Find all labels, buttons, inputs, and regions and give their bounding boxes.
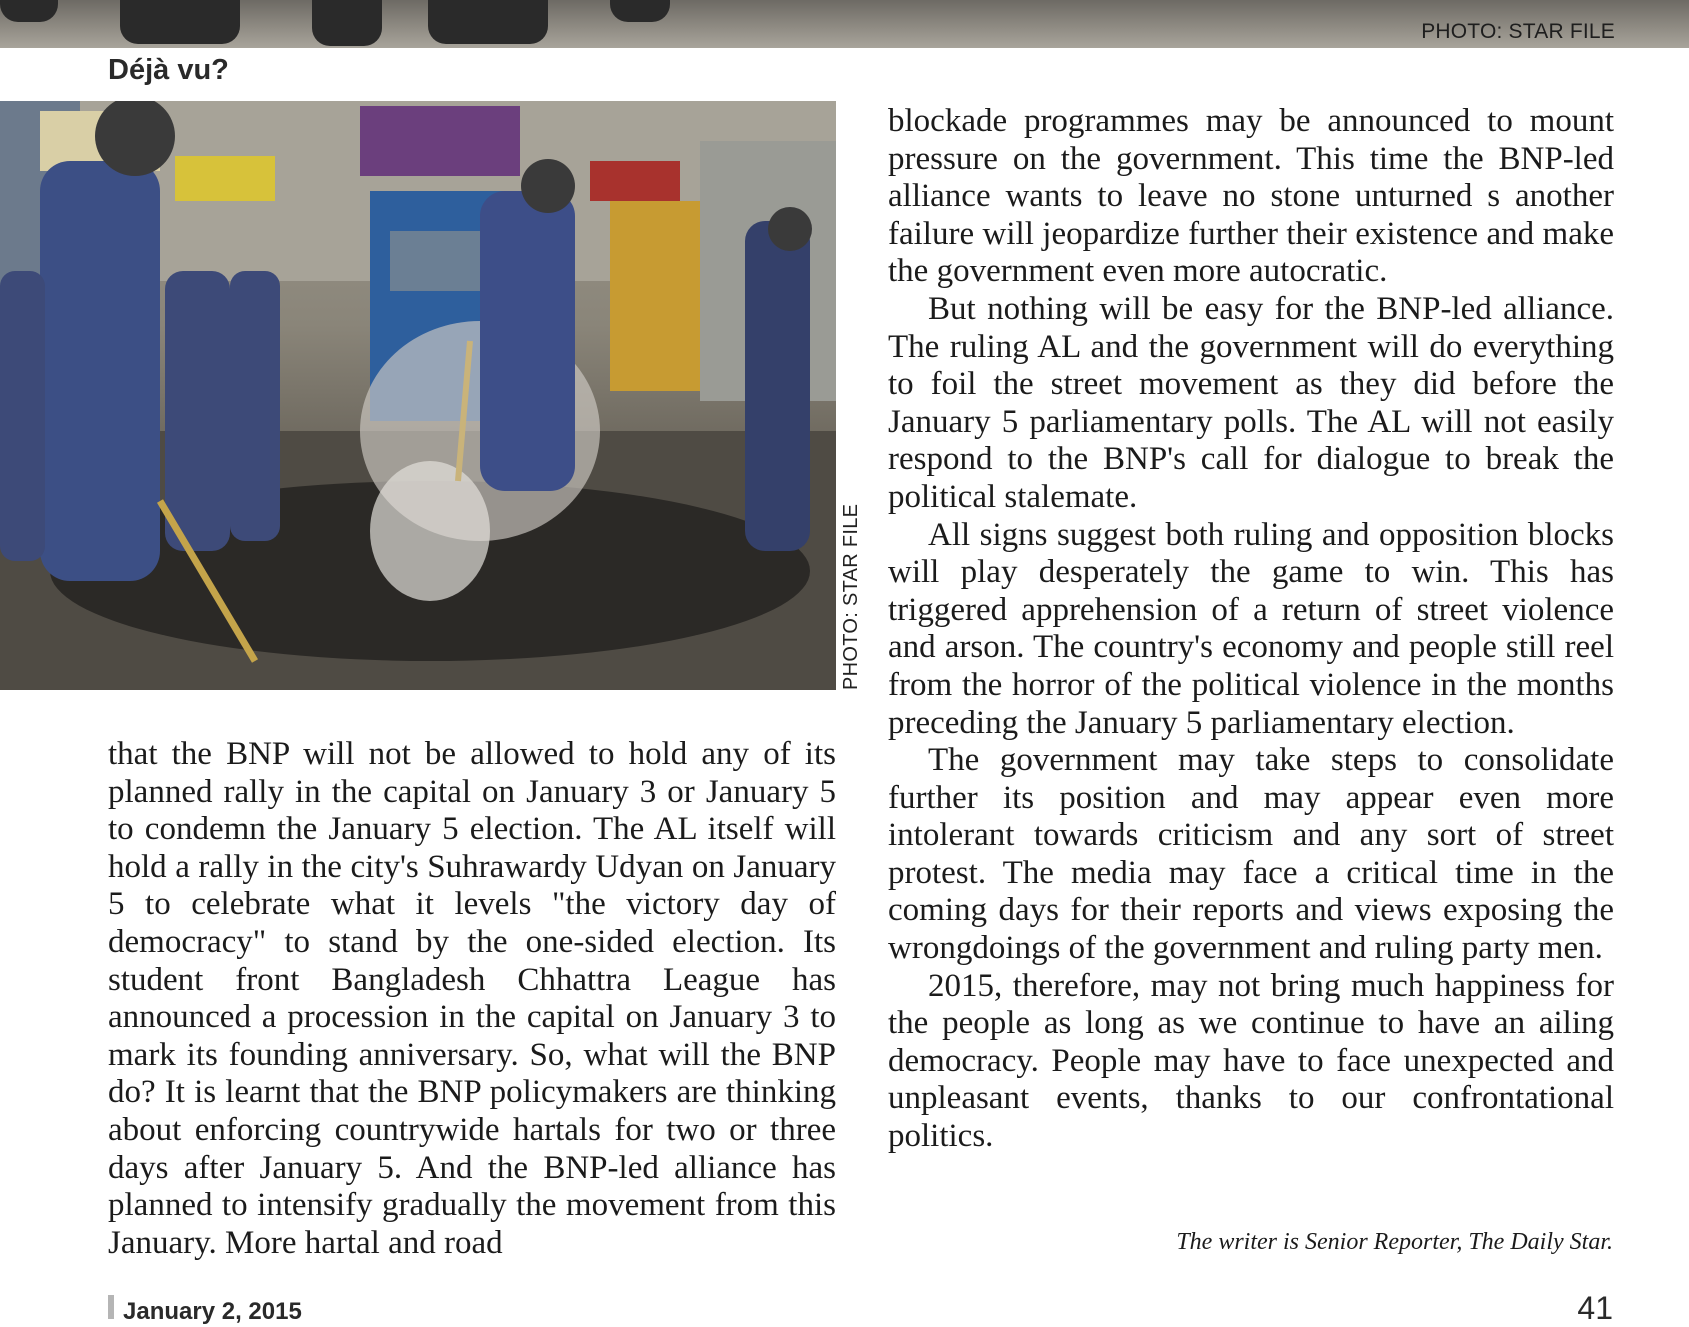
photo-banner-yellow	[175, 156, 275, 201]
photo-officer	[230, 271, 280, 541]
top-photo-figure	[428, 0, 548, 44]
photo-banner-purple	[360, 106, 520, 176]
top-photo-figure	[0, 0, 58, 22]
right-column	[888, 103, 1614, 1156]
photo-officer	[480, 191, 575, 491]
top-photo-figure	[120, 0, 240, 44]
photo-smoke	[370, 461, 490, 601]
footer-accent-bar	[108, 1295, 114, 1319]
photo-red-sign	[590, 161, 680, 201]
article-paragraph: All signs suggest both ruling and opposition blocks will play desperately the game to win. This has triggered apprehension of a return of street violence and arson. The country's economy and people still reel from the horror of the political violence in the months preceding the January 5 parliamentary election.	[888, 516, 1614, 741]
photo-caption-title: Déjà vu?	[108, 54, 229, 86]
article-paragraph: But nothing will be easy for the BNP-led alliance. The ruling AL and the government will do everything to foil the street movement as they did before the January 5 parliamentary polls. The AL will not easily respond to the BNP's call for dialogue to break the political stalemate.	[888, 290, 1614, 515]
photo-officer	[40, 161, 160, 581]
top-photo-credit: PHOTO: STAR FILE	[1421, 20, 1615, 43]
top-photo-strip	[0, 0, 1689, 48]
article-paragraph: The government may take steps to consolidate further its position and may appear even more intolerant towards criticism and any sort of street protest. The media may face a critical time in the coming days for their reports and views exposing the wrongdoings of the government and ruling party men.	[888, 742, 1614, 967]
top-photo-figure	[610, 0, 670, 22]
article-paragraph: blockade programmes may be announced to mount pressure on the government. This time the BNP-led alliance wants to leave no stone unturned s another failure will jeopardize further their existence and make the government even more autocratic.	[888, 103, 1614, 290]
photo-officer	[0, 271, 45, 561]
footer-date: January 2, 2015	[123, 1298, 302, 1325]
photo-credit-vertical: PHOTO: STAR FILE	[840, 503, 862, 690]
photo-officer	[745, 221, 810, 551]
photo-helmet	[521, 159, 575, 213]
news-photo	[0, 101, 836, 690]
photo-shutter	[610, 201, 705, 391]
left-column-paragraph: that the BNP will not be allowed to hold any of its planned rally in the capital on January 3 or January 5 to condemn the January 5 election. The AL itself will hold a rally in the city's Suhrawardy Udyan on January 5 to celebrate what it levels "the victory day of democracy" to stand by the one-sided election. Its student front Bangladesh Chhattra League has announced a procession in the capital on January 3 to mark its founding anniversary. So, what will the BNP do? It is learnt that the BNP policymakers are thinking about enforcing countrywide hartals for two or three days after January 5. And the BNP-led alliance has planned to intensify gradually the movement from this January. More hartal and road	[108, 736, 836, 1261]
article-paragraph: 2015, therefore, may not bring much happiness for the people as long as we continue to have an ailing democracy. People may have to face unexpected and unpleasant events, thanks to our confrontational politics.	[888, 967, 1614, 1155]
left-column	[108, 736, 836, 1262]
news-photo-illustration	[0, 101, 836, 690]
page-number: 41	[1577, 1290, 1613, 1326]
photo-officer	[165, 271, 230, 551]
photo-helmet	[768, 207, 812, 251]
top-photo-figure	[312, 0, 382, 46]
author-byline: The writer is Senior Reporter, The Daily Star.	[1176, 1229, 1613, 1255]
